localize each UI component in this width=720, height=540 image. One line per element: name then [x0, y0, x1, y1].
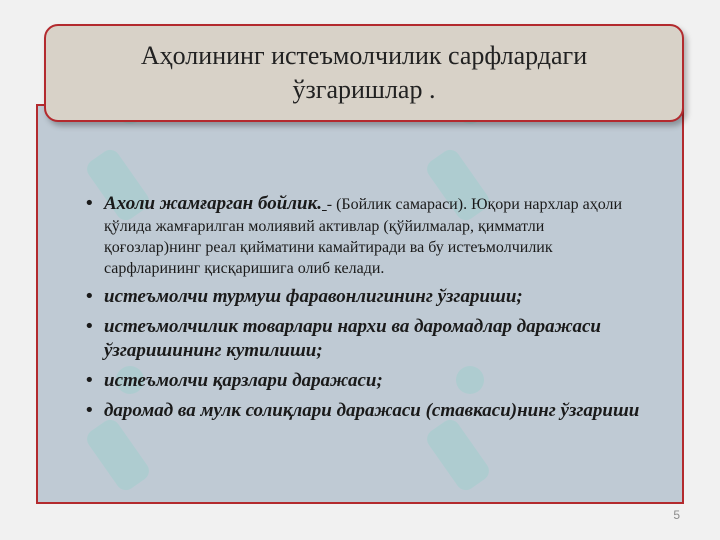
bullet-lead: Ахоли жамғарган бойлик.: [104, 193, 322, 214]
bullet-dot: •: [84, 193, 95, 214]
bullet-item: [84, 285, 644, 309]
bullet-body: (Бойлик самараси). Юқори нархлар аҳоли қўлида жамғарилган молиявий активлар (қўйилмалар, қимматли қоғозлар)нинг реал қийматини камайтиради ва бу истеъмолчилик сарфларининг қисқаришига олиб келади.: [104, 196, 623, 277]
bullet-item: [84, 399, 644, 423]
bullet-item: [84, 369, 644, 393]
bullet-item: [84, 315, 644, 363]
bullet-text: даромад ва мулк солиқлари даражаси (ставкаси)нинг ўзгариши: [104, 400, 640, 421]
bullet-dot: •: [84, 400, 95, 421]
bullet-text: истеъмолчи қарзлари даражаси;: [104, 370, 383, 391]
bullet-dot: •: [84, 370, 95, 391]
bullet-item: [84, 192, 644, 279]
bullet-text: истеъмолчи турмуш фаравонлигининг ўзгариши;: [104, 286, 523, 307]
bullet-list: [84, 192, 644, 429]
bullet-text: истеъмолчилик товарлари нархи ва даромадлар даражаси ўзгаришининг кутилиши;: [104, 316, 601, 361]
bullet-dash: -: [326, 196, 333, 213]
slide-title: Аҳолининг истеъмолчилик сарфлардаги ўзгаришлар .: [140, 41, 588, 104]
bullet-dot: •: [84, 316, 95, 337]
bullet-dot: •: [84, 286, 95, 307]
page-number: 5: [673, 508, 680, 522]
title-box: [44, 24, 684, 122]
